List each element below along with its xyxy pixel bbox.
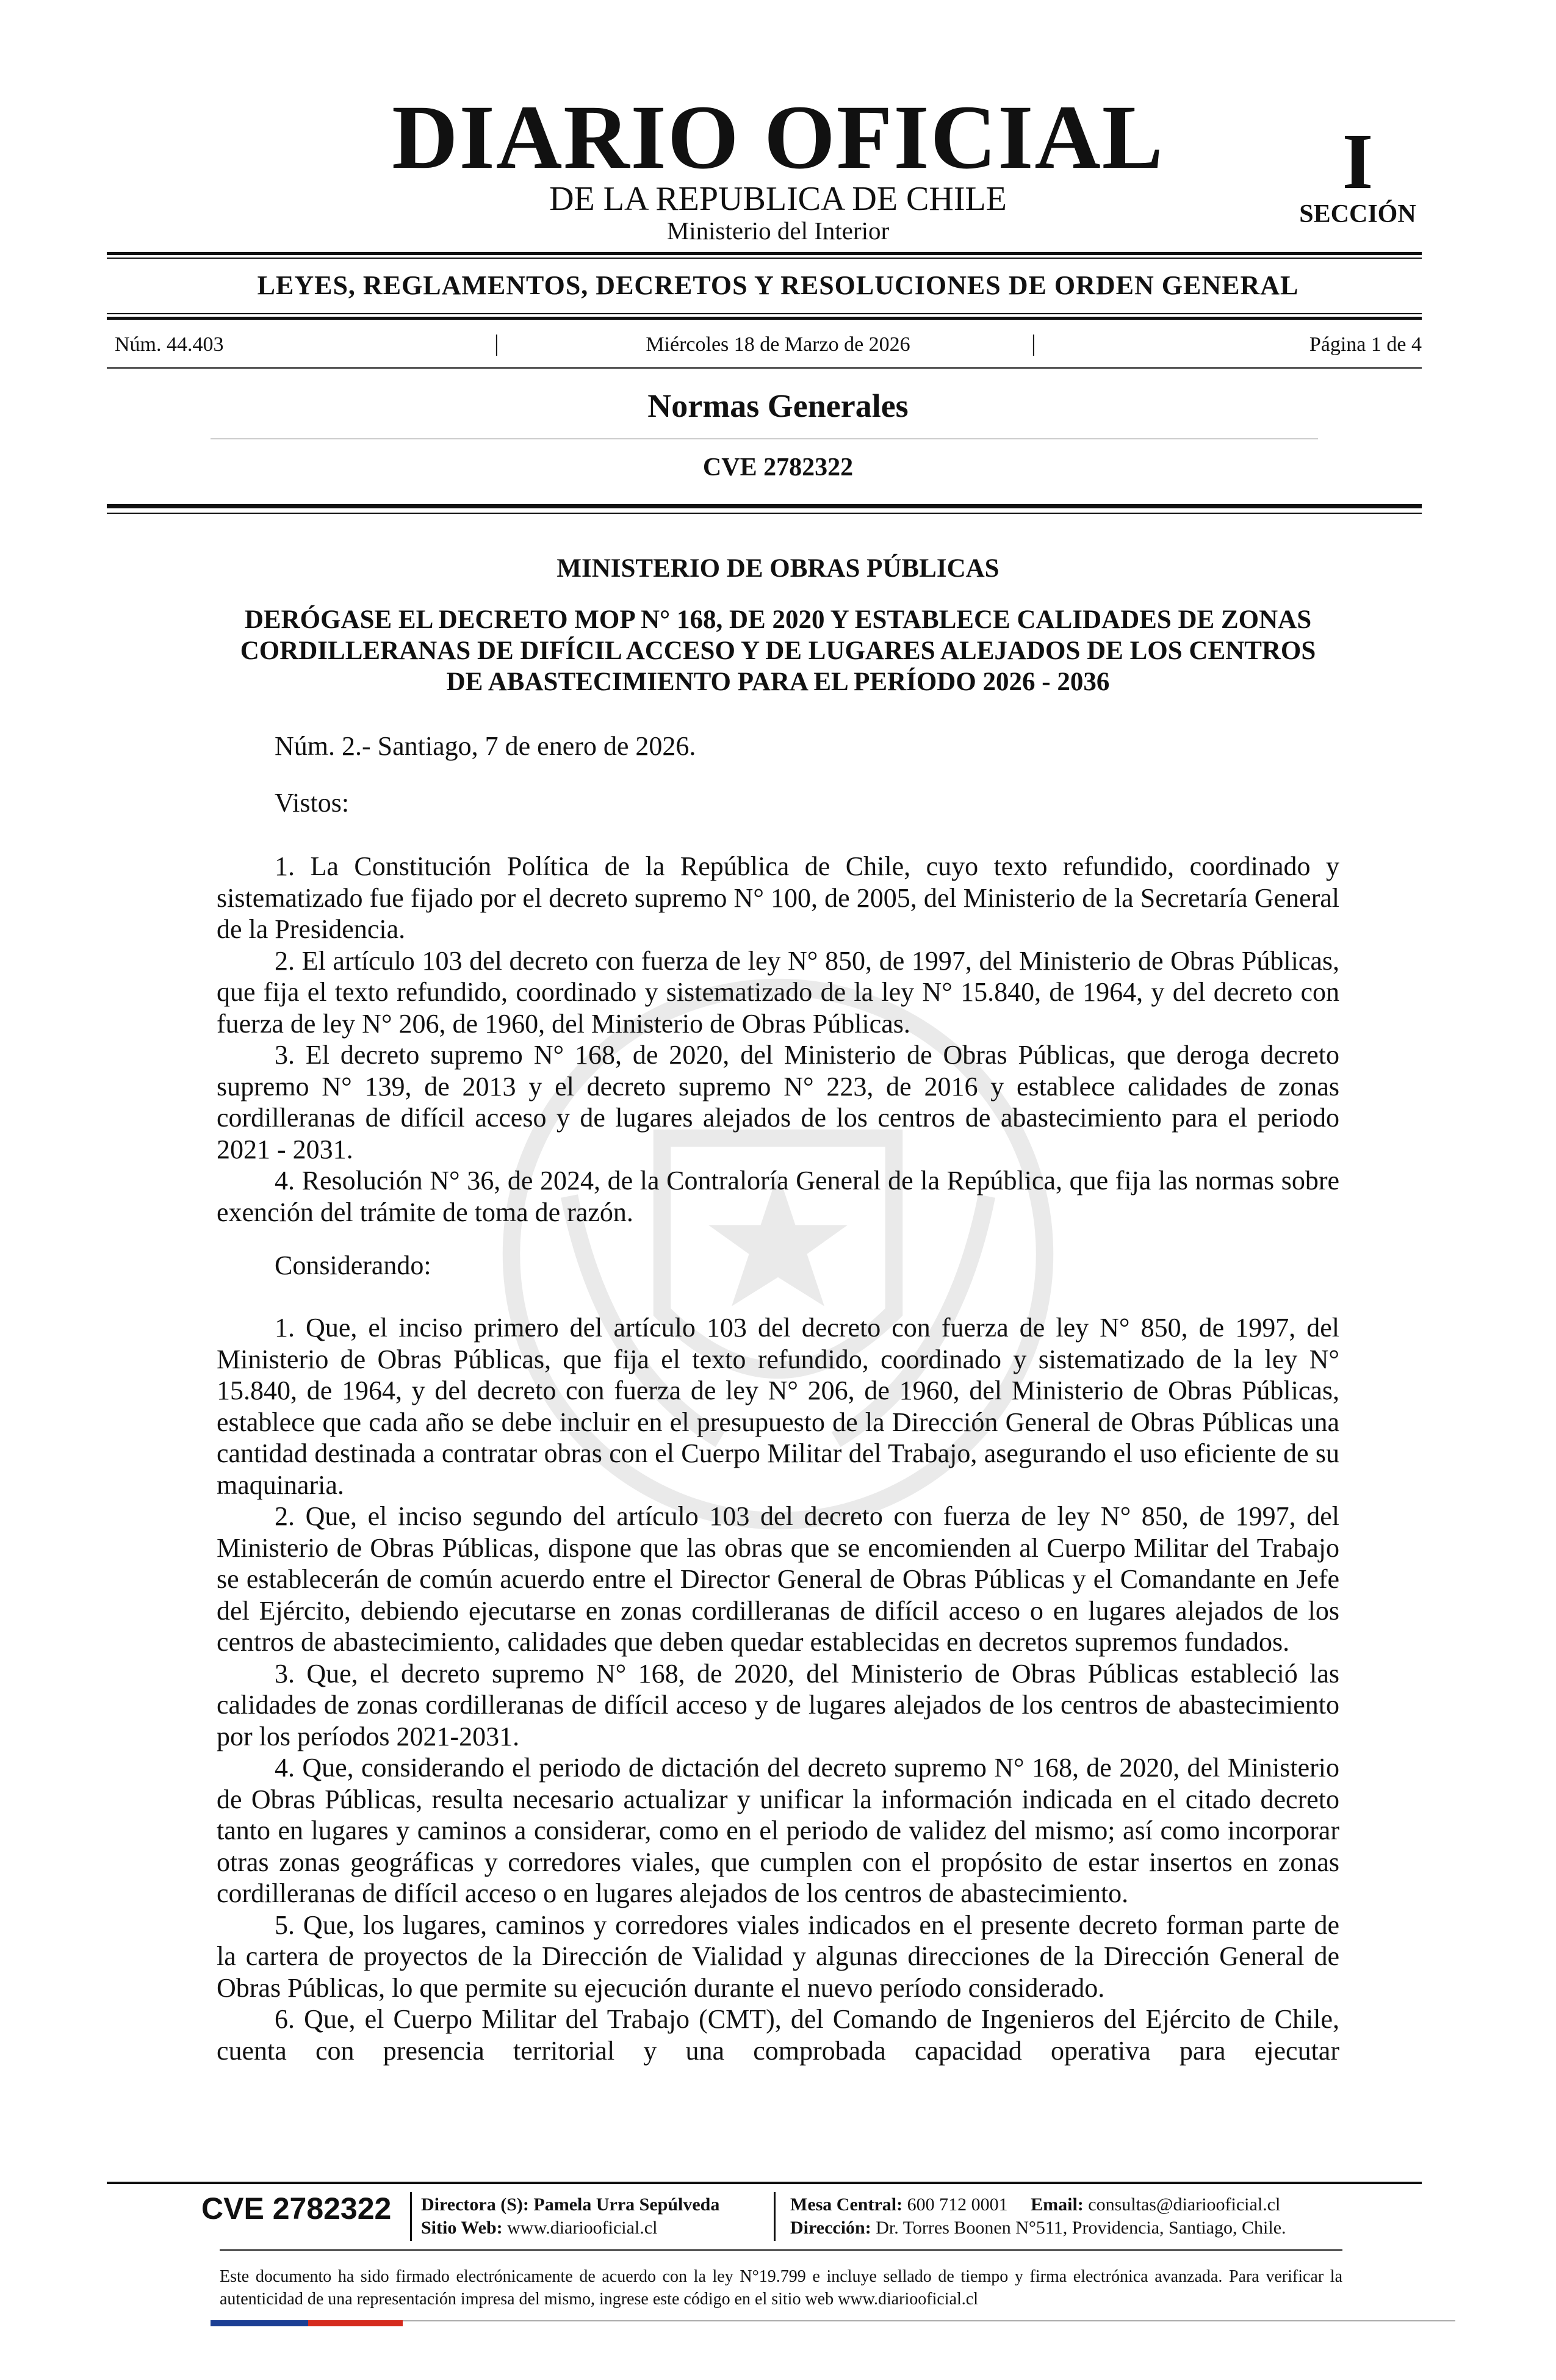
section-underline <box>211 438 1318 439</box>
phone-label: Mesa Central: <box>790 2194 903 2215</box>
phone-number: 600 712 0001 <box>907 2194 1008 2215</box>
considerando-list <box>217 1312 1339 2066</box>
considerando-paragraph: 5. Que, los lugares, caminos y corredores viales indicados en el presente decreto forman parte de la cartera de proyectos de la Dirección de Vialidad y algunas direcciones de la Dirección General de Obras Públicas, lo que permite su ejecución durante el nuevo período considerado. <box>217 1909 1339 2003</box>
cve-code: CVE 2782322 <box>702 453 854 481</box>
section-numeral: I <box>1342 118 1374 206</box>
considerando-paragraph: 2. Que, el inciso segundo del artículo 103 del decreto con fuerza de ley N° 850, de 1997, del Ministerio de Obras Públicas, dispone que las obras que se encomienden al Cuerpo Militar del Trabajo se establecerán de común acuerdo entre el Director General de Obras Públicas y el Comandante en Jefe del Ejército, debiendo ejecutarse en zonas cordilleranas de difícil acceso o en lugares alejados de los centros de abastecimiento, calidades que deben quedar establecidas en decretos supremos fundados. <box>217 1501 1339 1657</box>
footer-separator <box>410 2192 412 2241</box>
email-link[interactable]: consultas@diariooficial.cl <box>1088 2194 1281 2215</box>
category-divider <box>107 317 1422 320</box>
page-indicator: Página 1 de 4 <box>1309 333 1422 356</box>
publisher-ministry: Ministerio del Interior <box>666 217 890 245</box>
vistos-list <box>217 851 1339 1228</box>
category-divider <box>107 313 1422 314</box>
address-label: Dirección: <box>790 2218 871 2238</box>
section-label: SECCIÓN <box>1299 200 1416 228</box>
director-name: Pamela Urra Sepúlveda <box>533 2194 720 2215</box>
masthead-divider <box>107 258 1422 259</box>
vistos-paragraph: 2. El artículo 103 del decreto con fuerza de ley N° 850, de 1997, del Ministerio de Obras Públicas, que fija el texto refundido, coordinado y sistematizado de la ley N° 15.840, de 1964, y del decreto con fuerza de ley N° 206, de 1960, del Ministerio de Obras Públicas. <box>217 945 1339 1039</box>
vistos-paragraph: 1. La Constitución Política de la República de Chile, cuyo texto refundido, coordinado y sistematizado fue fijado por el decreto supremo N° 100, de 2005, del Ministerio de la Secretaría General de la Presidencia. <box>217 851 1339 944</box>
section-heading: Normas Generales <box>647 388 909 424</box>
footer-cve-code: CVE 2782322 <box>201 2191 392 2226</box>
website-label: Sitio Web: <box>421 2218 503 2238</box>
footer-contact <box>790 2196 1280 2214</box>
flag-stripe-red <box>308 2320 403 2326</box>
address-value: Dr. Torres Boonen N°511, Providencia, Santiago, Chile. <box>876 2218 1286 2238</box>
director-label: Directora (S): <box>421 2194 529 2215</box>
website-link[interactable]: www.diariooficial.cl <box>507 2218 658 2238</box>
email-label: Email: <box>1031 2194 1084 2215</box>
issue-number: Núm. 44.403 <box>115 333 224 356</box>
considerando-paragraph: 6. Que, el Cuerpo Militar del Trabajo (CMT), del Comando de Ingenieros del Ejército de Chile, cuenta con presencia territorial y una comprobada capacidad operativa para ejecutar <box>217 2004 1339 2066</box>
considerando-paragraph: 4. Que, considerando el periodo de dictación del decreto supremo N° 168, de 2020, del Ministerio de Obras Públicas, resulta necesario actualizar y unificar la información indicada en el citado decreto tanto en lugares y caminos a considerar, como en el periodo de validez del mismo; así como incorporar otras zonas geográficas y corredores viales, que cumplen con el propósito de estar insertos en zonas cordilleranas de difícil acceso o en lugares alejados de los centros de abastecimiento. <box>217 1753 1339 1908</box>
decree-number-line: Núm. 2.- Santiago, 7 de enero de 2026. <box>275 731 696 761</box>
footer-inner-divider <box>220 2249 1342 2251</box>
footer-separator <box>774 2192 776 2241</box>
vistos-paragraph: 4. Resolución N° 36, de 2024, de la Contraloría General de la República, que fija las normas sobre exención del trámite de toma de razón. <box>217 1166 1339 1227</box>
footer-website <box>421 2219 657 2237</box>
header-divider <box>107 513 1422 514</box>
issuing-ministry: MINISTERIO DE OBRAS PÚBLICAS <box>556 554 1000 583</box>
decree-title: DERÓGASE EL DECRETO MOP N° 168, DE 2020 Y ESTABLECE CALIDADES DE ZONAS CORDILLERANAS DE DIFÍCIL ACCESO Y DE LUGARES ALEJADOS DE LOS CENTROS DE ABASTECIMIENTO PARA EL PERÍODO 2026 - 2036 <box>240 605 1316 696</box>
footer-director <box>421 2196 719 2214</box>
flag-stripe-blue <box>211 2320 308 2326</box>
considerando-paragraph: 1. Que, el inciso primero del artículo 103 del decreto con fuerza de ley N° 850, de 1997, del Ministerio de Obras Públicas, que fija el texto refundido, coordinado y sistematizado de la ley N° 15.840, de 1964, y del decreto con fuerza de ley N° 206, de 1960, del Ministerio de Obras Públicas, establece que cada año se debe incluir en el presupuesto de la Dirección General de Obras Públicas una cantidad destinada a contratar obras con el Cuerpo Militar del Trabajo, asegurando el uso eficiente de su maquinaria. <box>217 1313 1339 1500</box>
newspaper-subtitle: DE LA REPUBLICA DE CHILE <box>549 180 1007 218</box>
footer-divider <box>107 2182 1422 2184</box>
category-heading: LEYES, REGLAMENTOS, DECRETOS Y RESOLUCIONES DE ORDEN GENERAL <box>257 270 1299 300</box>
considerando-label: Considerando: <box>275 1250 431 1280</box>
issue-separator: | <box>494 331 499 356</box>
header-divider <box>107 504 1422 508</box>
vistos-label: Vistos: <box>275 788 350 818</box>
signature-notice: Este documento ha sido firmado electrónicamente de acuerdo con la ley N°19.799 e incluye sellado de tiempo y firma electrónica avanzada. Para verificar la autenticidad de una representación impresa del mismo, ingrese este código en el sitio web www.diariooficial.cl <box>220 2267 1342 2309</box>
issue-date: Miércoles 18 de Marzo de 2026 <box>646 333 910 356</box>
issue-divider <box>107 367 1422 369</box>
considerando-paragraph: 3. Que, el decreto supremo N° 168, de 2020, del Ministerio de Obras Públicas estableció las calidades de zonas cordilleranas de difícil acceso y de lugares alejados de los centros de abastecimiento por los períodos 2021-2031. <box>217 1658 1339 1751</box>
footer-address <box>790 2219 1286 2237</box>
newspaper-title: DIARIO OFICIAL <box>392 87 1164 188</box>
vistos-paragraph: 3. El decreto supremo N° 168, de 2020, del Ministerio de Obras Públicas, que deroga decreto supremo N° 139, de 2013 y el decreto supremo N° 223, de 2016 y establece calidades de zonas cordilleranas de difícil acceso y de lugares alejados de los centros de abastecimiento para el periodo 2021 - 2031. <box>217 1040 1339 1164</box>
issue-separator: | <box>1031 331 1036 356</box>
masthead-divider <box>107 252 1422 255</box>
